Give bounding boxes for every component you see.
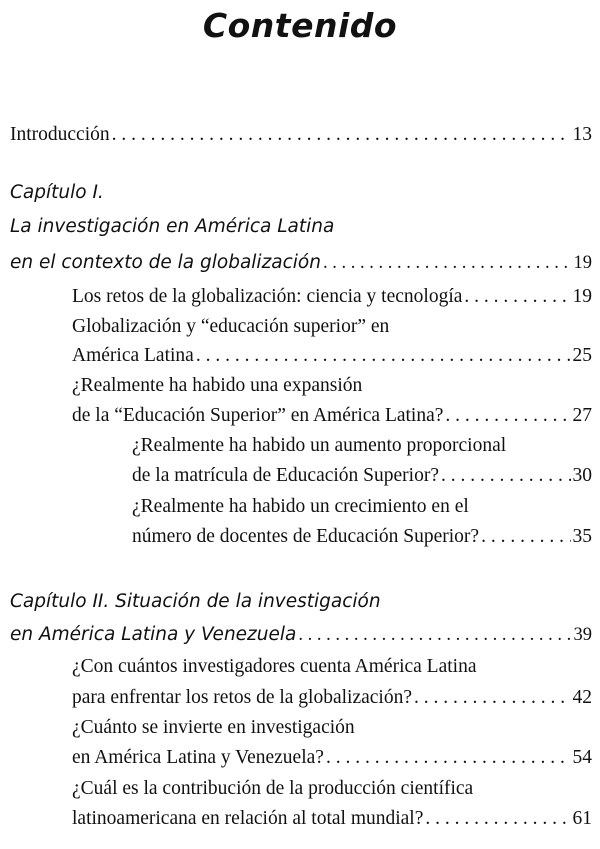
chapter-title: La investigación en América Latina [10, 216, 335, 237]
entry-text: en América Latina y Venezuela? [72, 747, 324, 768]
chapter-title: Capítulo II. Situación de la investigación [10, 591, 381, 612]
toc-entry-contribucion[interactable] [72, 805, 592, 832]
entry-text: número de docentes de Educación Superior? [132, 526, 480, 547]
entry-page-number: 30 [572, 465, 592, 486]
toc-entry-globalizacion-educacion[interactable] [72, 342, 592, 369]
entry-page-number: 42 [572, 687, 592, 708]
toc-entry-docentes[interactable] [132, 523, 592, 550]
toc-entry-docentes-line1 [132, 493, 592, 520]
entry-page-number: 35 [572, 526, 592, 547]
entry-text: ¿Con cuántos investigadores cuenta América Latina [72, 656, 477, 677]
dot-leader [425, 805, 570, 832]
entry-page-number: 27 [572, 405, 592, 426]
toc-entry-aumento-line1 [132, 432, 592, 459]
dot-leader [326, 744, 571, 771]
toc-entry-contribucion-line1 [72, 775, 592, 802]
entry-text: para enfrentar los retos de la globalización? [72, 687, 413, 708]
entry-text: ¿Realmente ha habido un aumento proporcional [132, 435, 507, 456]
entry-text: Introducción [10, 124, 110, 145]
dot-leader [196, 342, 571, 369]
entry-text: ¿Cuánto se invierte en investigación [72, 717, 355, 738]
toc-entry-introduccion[interactable] [10, 121, 592, 148]
dot-leader [464, 283, 570, 310]
entry-text: de la matrícula de Educación Superior? [132, 465, 439, 486]
toc-entry-inversion[interactable] [72, 744, 592, 771]
dot-leader [445, 402, 570, 429]
entry-page-number: 19 [573, 253, 592, 273]
toc-entry-investigadores[interactable] [72, 684, 592, 711]
toc-entry-expansion[interactable] [72, 402, 592, 429]
entry-text: ¿Cuál es la contribución de la producción científica [72, 778, 474, 799]
entry-page-number: 39 [573, 625, 592, 645]
page-title: Contenido [202, 6, 398, 45]
dot-leader [481, 523, 570, 550]
entry-page-number: 54 [572, 747, 592, 768]
entry-page-number: 61 [572, 808, 592, 829]
chapter-label: Capítulo I. [10, 182, 104, 203]
entry-page-number: 19 [572, 286, 592, 307]
toc-entry-investigadores-line1 [72, 653, 592, 680]
dot-leader [414, 684, 570, 711]
toc-entry-retos-globalizacion[interactable] [72, 283, 592, 310]
entry-text: Globalización y “educación superior” en [72, 316, 390, 337]
dot-leader [323, 250, 572, 277]
entry-text: Los retos de la globalización: ciencia y tecnología [72, 286, 463, 307]
toc-entry-expansion-line1 [72, 372, 592, 399]
chapter-1-label [10, 179, 592, 206]
entry-text: de la “Educación Superior” en América Latina? [72, 405, 444, 426]
chapter-2-title-line1 [10, 588, 592, 615]
toc-entry-chapter-1[interactable] [10, 249, 592, 276]
entry-page-number: 13 [572, 124, 592, 145]
dot-leader [298, 622, 571, 649]
toc-entry-globalizacion-educacion-line1 [72, 313, 592, 340]
chapter-1-title-line1 [10, 213, 592, 240]
toc-entry-inversion-line1 [72, 714, 592, 741]
entry-text: ¿Realmente ha habido una expansión [72, 375, 363, 396]
entry-page-number: 25 [572, 345, 592, 366]
toc-entry-chapter-2[interactable] [10, 621, 592, 648]
entry-text: ¿Realmente ha habido un crecimiento en el [132, 496, 469, 517]
dot-leader [112, 121, 571, 148]
toc-entry-aumento[interactable] [132, 462, 592, 489]
dot-leader [441, 462, 571, 489]
entry-text: América Latina [72, 345, 194, 366]
chapter-title: en el contexto de la globalización [10, 252, 321, 273]
chapter-title: en América Latina y Venezuela [10, 624, 297, 645]
entry-text: latinoamericana en relación al total mundial? [72, 808, 424, 829]
